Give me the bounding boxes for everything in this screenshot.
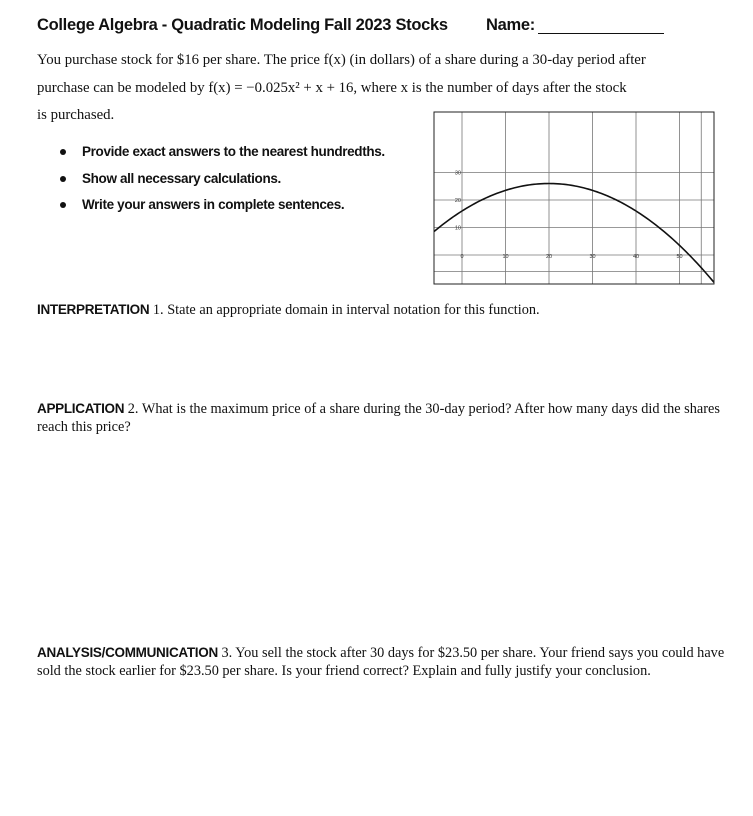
x-tick-label: 50: [676, 254, 683, 260]
x-tick-label: 40: [632, 254, 640, 260]
y-tick-label: 30: [454, 170, 461, 177]
plot-frame: [434, 112, 714, 284]
question-2-text: 2. What is the maximum price of a share during the 30-day period? After how many days did the shares reach this price?: [37, 401, 720, 435]
instruction-item: Provide exact answers to the nearest hundredths.: [57, 139, 385, 166]
series-curve: [426, 184, 716, 289]
question-1: [37, 301, 727, 320]
instruction-item: Write your answers in complete sentences.: [57, 192, 385, 219]
question-1-text: 1. State an appropriate domain in interval notation for this function.: [152, 302, 540, 318]
x-tick-label: 10: [502, 254, 509, 260]
y-tick-label: 20: [454, 198, 461, 204]
question-2: [37, 400, 727, 436]
x-tick-label: 0: [460, 254, 464, 260]
instruction-list: [57, 139, 385, 219]
quadratic-graph: [426, 110, 716, 288]
x-tick-label: 20: [545, 254, 553, 260]
name-blank-line[interactable]: [538, 33, 664, 34]
question-1-heading: INTERPRETATION: [37, 302, 150, 317]
question-2-heading: APPLICATION: [37, 401, 125, 416]
question-3: [37, 644, 727, 680]
intro-line-2: purchase can be modeled by f(x) = −0.025x² + x + 16, where x is the number of days after the stock: [37, 79, 627, 96]
y-tick-label: 10: [454, 225, 461, 232]
worksheet-title: College Algebra - Quadratic Modeling Fall 2023 Stocks: [37, 16, 448, 34]
intro-line-3: is purchased.: [37, 107, 115, 123]
instruction-item: Show all necessary calculations.: [57, 166, 385, 193]
question-3-text: 3. You sell the stock after 30 days for $23.50 per share. Your friend says you could have sold the stock earlier for $23.50 per share. Is your friend correct? Explain and fully justify your conclusion.: [37, 645, 725, 679]
question-3-heading: ANALYSIS/COMMUNICATION: [37, 645, 218, 660]
intro-line-1: You purchase stock for $16 per share. The price f(x) (in dollars) of a share during a 30-day period after: [37, 52, 646, 68]
x-tick-label: 30: [589, 254, 596, 260]
name-label: Name:: [486, 16, 535, 34]
